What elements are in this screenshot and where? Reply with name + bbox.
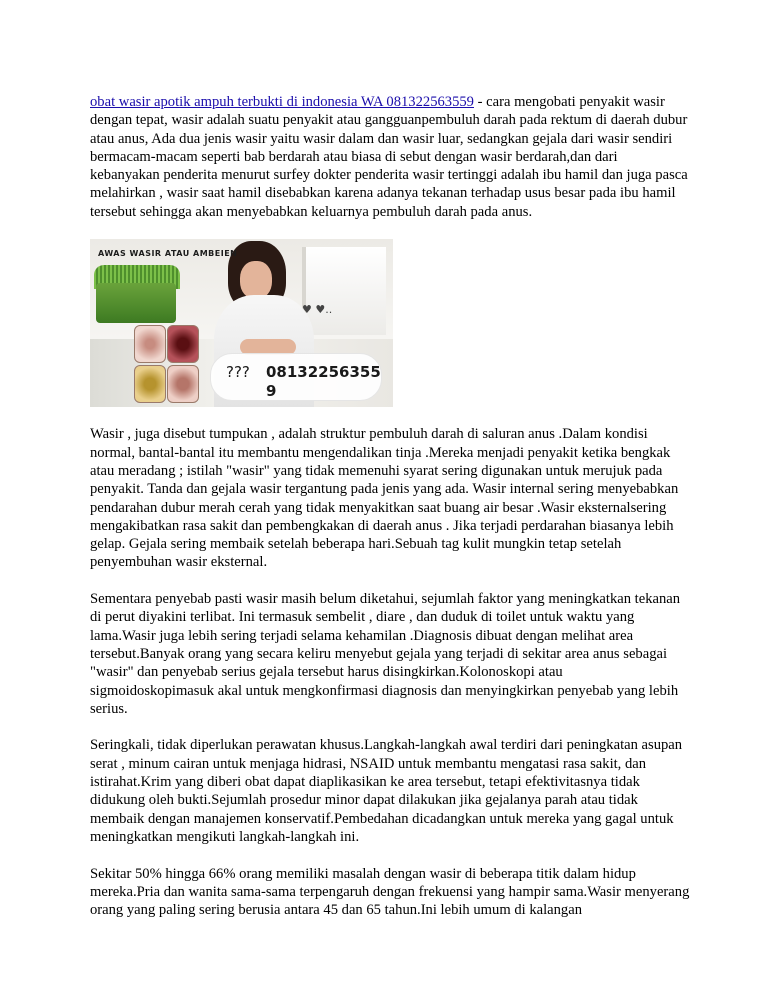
paragraph-causes: Sementara penyebab pasti wasir masih belum diketahui, sejumlah faktor yang meningkatkan tekanan di perut diyakini terlibat. Ini termasuk sembelit , diare , dan duduk di toilet untuk waktu yang lama.Wasir juga lebih sering terjadi selama kehamilan .Diagnosis dibuat dengan melihat area tersebut.Banyak orang yang secara keliru menyebut gejala yang terjadi di sekitar area anus sebagai "wasir" dan penyebab serius gejala tersebut harus disingkirkan.Kolonoskopi atau sigmoidoskopimasuk akal untuk mengkonfirmasi diagnosis dan menyingkirkan penyebab yang lebih serius. [90, 591, 681, 717]
intro-paragraph [90, 93, 690, 221]
document-page [90, 93, 690, 938]
article-link[interactable]: obat wasir apotik ampuh terbukti di indonesia WA 081322563559 [90, 94, 474, 110]
image-phone-number: 08132256355 9 [266, 363, 381, 400]
image-question-marks: ??? [226, 363, 250, 382]
intro-text: - cara mengobati penyakit wasir dengan tepat, wasir adalah suatu penyakit atau gangguanpembuluh darah pada rektum di daerah dubur atau anus, Ada dua jenis wasir yaitu wasir dalam dan wasir luar, sedangkan gejala dari wasir sendiri bermacam-macam seperti bab berdarah atau biasa di sebut dengan wasir berdarah,dan dari kebanyakan penderita menurut surfey dokter penderita wasir tertinggi adalah ibu hamil dan juga pasca melahirkan , wasir saat hamil disebabkan karena adanya tekanan terhadap usus besar pada ibu hamil tersebut sehingga akan menyebabkan keluarnya pembuluh darah pada anus. [90, 94, 688, 220]
image-thumbnail-grid [134, 325, 198, 403]
image-title-text: AWAS WASIR ATAU AMBEIEN [98, 249, 238, 259]
image-woman-face [240, 261, 272, 299]
image-thumbnail [134, 325, 166, 363]
image-thumbnail [167, 365, 199, 403]
image-thumbnail [134, 365, 166, 403]
paragraph-definition: Wasir , juga disebut tumpukan , adalah struktur pembuluh darah di saluran anus .Dalam kondisi normal, bantal-bantal itu membantu mengendalikan tinja .Mereka menjadi penyakit ketika bengkak atau meradang ; istilah "wasir" yang tidak memenuhi syarat sering digunakan untuk merujuk pada penyakit. Tanda dan gejala wasir tergantung pada jenis yang ada. Wasir internal sering menyebabkan pendarahan dubur merah cerah yang tidak menyakitkan saat buang air besar .Wasir eksternalsering mengakibatkan rasa sakit dan pembengkakan di daerah anus . Jika terjadi perdarahan biasanya lebih gelap. Gejala sering membaik setelah beberapa hari.Sebuah tag kulit mungkin tetap setelah penyembuhan wasir eksternal. [90, 426, 679, 571]
image-plant-pot [96, 283, 176, 323]
image-window [302, 247, 386, 335]
image-thumbnail [167, 325, 199, 363]
paragraph-epidemiology: Sekitar 50% hingga 66% orang memiliki masalah dengan wasir di beberapa titik dalam hidup mereka.Pria dan wanita sama-sama terpengaruh dengan frekuensi yang hampir sama.Wasir menyerang orang yang paling sering berusia antara 45 dan 65 tahun.Ini lebih umum di kalangan [90, 865, 690, 919]
article-image [90, 239, 393, 407]
image-hearts-text: ♥ ♥.. [302, 303, 333, 317]
paragraph-treatment: Seringkali, tidak diperlukan perawatan khusus.Langkah-langkah awal terdiri dari peningkatan asupan serat , minum cairan untuk menjaga hidrasi, NSAID untuk membantu mengatasi rasa sakit, dan istirahat.Krim yang diberi obat dapat diaplikasikan ke area tersebut, tetapi efektivitasnya tidak didukung oleh bukti.Sejumlah prosedur minor dapat dilakukan jika gejalanya parah atau tidak membaik dengan manajemen konservatif.Pembedahan dicadangkan untuk mereka yang gagal untuk meningkatkan mengikuti langkah-langkah ini. [90, 737, 683, 845]
